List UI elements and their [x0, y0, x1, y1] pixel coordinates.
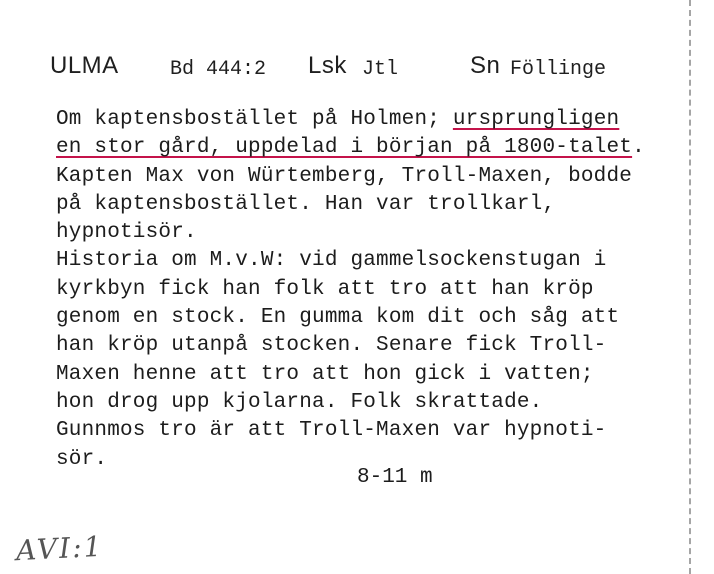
- body-line-text: på kaptensbostället. Han var trollkarl,: [56, 192, 556, 216]
- socken-label: Sn: [470, 52, 501, 79]
- body-line-text: genom en stock. En gumma kom dit och såg att: [56, 306, 620, 330]
- body-line: [56, 106, 696, 134]
- body-line-text: sör.: [56, 447, 108, 471]
- body-line-suffix: .: [632, 136, 645, 160]
- body-line-text: hypnotisör.: [56, 221, 197, 245]
- body-line: [56, 361, 696, 389]
- page-range: 8-11 m: [357, 466, 433, 489]
- body-line-text: Gunnmos tro är att Troll-Maxen var hypnoti-: [56, 419, 607, 443]
- body-line-underlined-text: ursprungligen: [452, 108, 620, 131]
- body-line: [56, 163, 696, 191]
- body-line: [56, 134, 696, 162]
- handwritten-signum: AVI:1: [15, 529, 105, 568]
- body-line-text: Maxen henne att tro att hon gick i vatten;: [56, 362, 594, 386]
- body-line: [56, 247, 696, 275]
- card-header: [50, 52, 670, 92]
- body-line-text: kyrkbyn fick han folk att tro att han kröp: [56, 277, 594, 301]
- body-line: [56, 304, 696, 332]
- body-line-text: Historia om M.v.W: vid gammelsockenstugan i: [56, 249, 607, 273]
- body-line: [56, 191, 696, 219]
- body-line-text: han kröp utanpå stocken. Senare fick Troll-: [56, 334, 607, 358]
- body-line-text: Kapten Max von Würtemberg, Troll-Maxen, bodde: [56, 164, 633, 188]
- landskap-label: Lsk: [308, 52, 347, 79]
- landskap-value: Jtl: [362, 58, 399, 81]
- body-line-text: hon drog upp kjolarna. Folk skrattade.: [56, 390, 543, 414]
- record-body: [56, 106, 696, 474]
- body-line: [56, 219, 696, 247]
- socken-value: Föllinge: [510, 58, 607, 81]
- body-line-text: Om kaptensbostället på Holmen;: [56, 108, 453, 131]
- body-line: [56, 417, 696, 445]
- body-line: [56, 332, 696, 360]
- collection-code: ULMA: [50, 52, 119, 79]
- body-line: [56, 389, 696, 417]
- body-line-underlined-text: en stor gård, uppdelad i början på 1800-talet: [56, 136, 633, 160]
- body-line: [56, 276, 696, 304]
- volume-reference: Bd 444:2: [170, 58, 267, 81]
